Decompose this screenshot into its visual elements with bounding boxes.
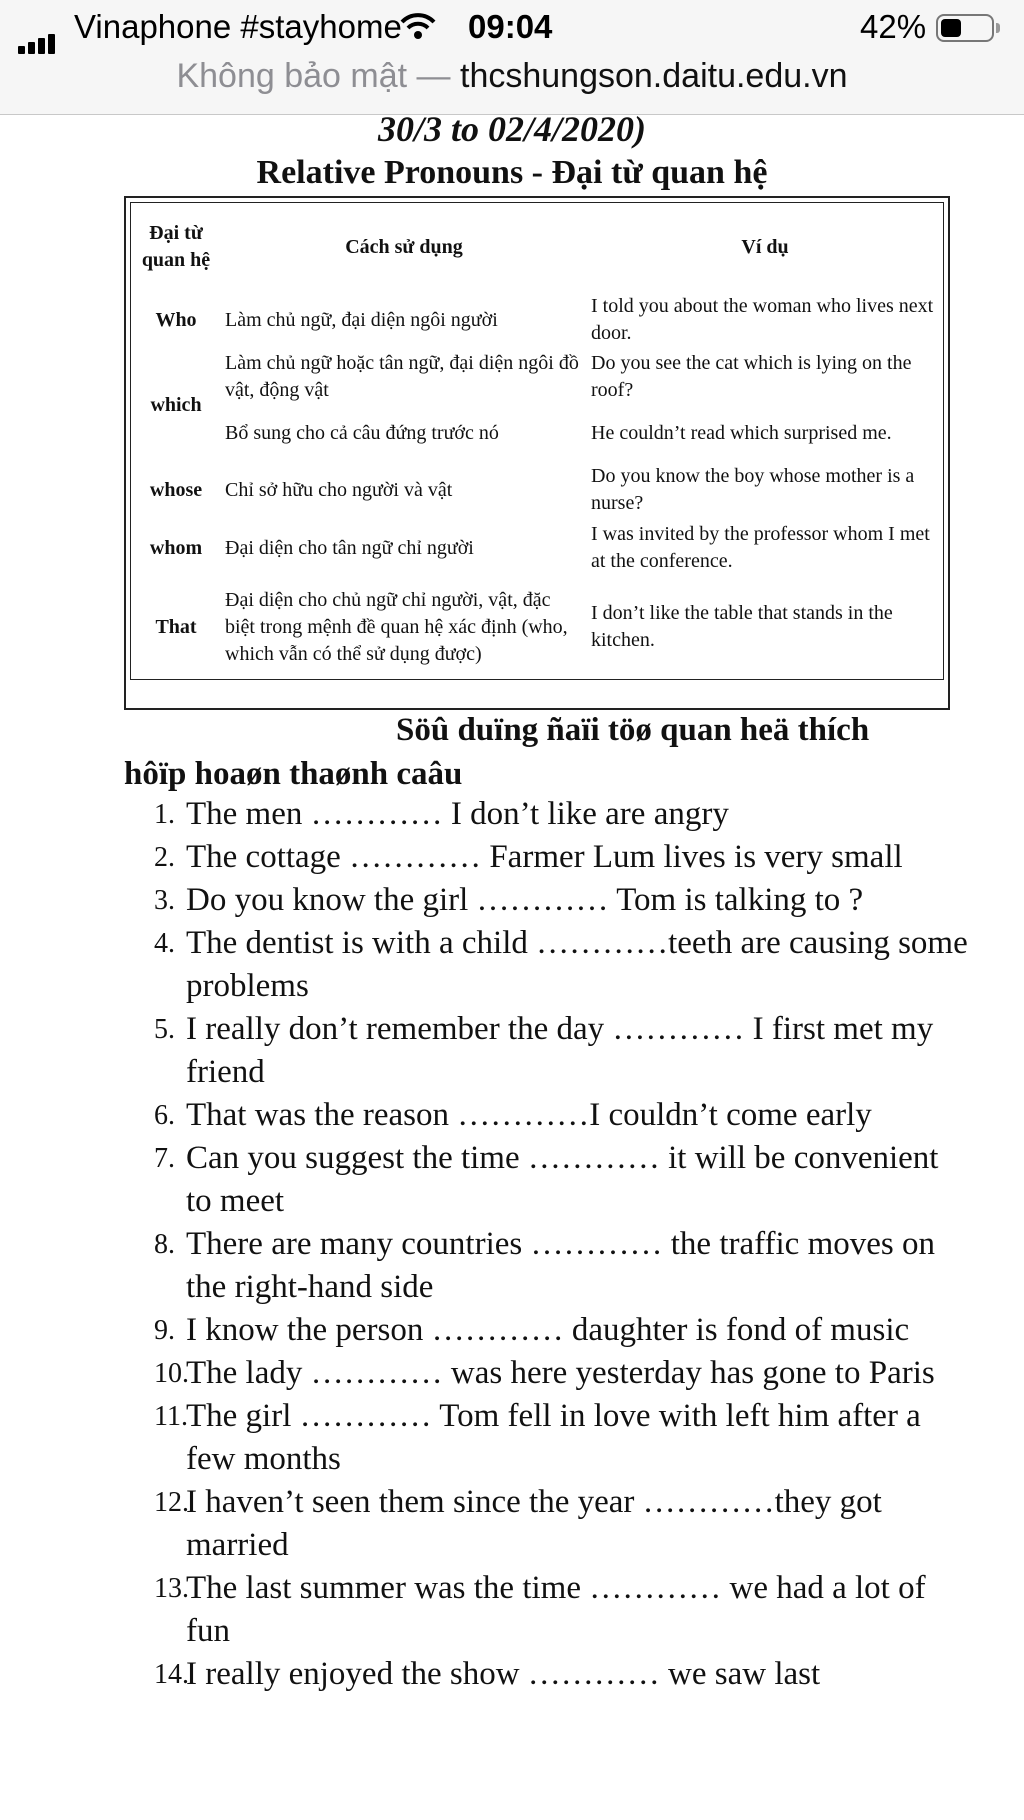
exercise-text: The dentist is with a child …………teeth are causing some problems (186, 925, 968, 1004)
exercise-item (140, 836, 970, 879)
example-cell: He couldn’t read which surprised me. (591, 421, 892, 444)
battery-percent: 42% (860, 8, 927, 45)
usage-cell: Bổ sung cho cả câu đứng trước nó (225, 421, 499, 444)
exercise-text: I really don’t remember the day ………… I first met my friend (186, 1011, 934, 1090)
exercise-text: The cottage ………… Farmer Lum lives is very small (186, 839, 903, 875)
exercise-text: I really enjoyed the show ………… we saw last (186, 1656, 821, 1692)
pronoun-table-box (130, 202, 944, 680)
table-row (131, 461, 943, 519)
table-row (131, 291, 943, 349)
exercise-number: 1. (154, 799, 175, 830)
exercise-number: 11. (154, 1401, 188, 1432)
exercise-item (140, 1395, 970, 1481)
table-row (131, 405, 943, 461)
header-pronoun: Đại từ quan hệ (141, 222, 211, 271)
example-cell: I was invited by the professor whom I met at the conference. (591, 523, 930, 572)
battery-icon (936, 14, 994, 42)
exercise-number: 4. (154, 928, 175, 959)
exercise-heading-line2: hôïp hoaøn thaønh caâu (124, 756, 463, 792)
table-row (131, 577, 943, 677)
exercise-number: 12. (154, 1487, 189, 1518)
exercise-item (140, 1352, 970, 1395)
exercise-list (140, 793, 970, 1696)
exercise-text: I haven’t seen them since the year …………they got married (186, 1484, 882, 1563)
exercise-item (140, 793, 970, 836)
date-line: 30/3 to 02/4/2020) (378, 109, 646, 149)
header-usage: Cách sử dụng (345, 235, 463, 258)
exercise-number: 7. (154, 1143, 175, 1174)
header-example: Ví dụ (741, 235, 789, 258)
table-row (131, 349, 943, 405)
battery-tip (996, 23, 1000, 33)
pronoun-cell: whom (149, 536, 203, 559)
cellular-signal-icon (18, 16, 58, 54)
exercise-item (140, 1567, 970, 1653)
pronoun-cell: whose (149, 478, 203, 501)
pronoun-table (131, 203, 943, 677)
table-row (131, 519, 943, 577)
usage-cell: Làm chủ ngữ hoặc tân ngữ, đại diện ngôi đồ vật, động vật (225, 352, 579, 401)
url-separator: — (416, 57, 451, 95)
example-cell: Do you see the cat which is lying on the roof? (591, 352, 912, 401)
exercise-item (140, 1653, 970, 1696)
exercise-text: The girl ………… Tom fell in love with left him after a few months (186, 1398, 921, 1477)
exercise-text: I know the person ………… daughter is fond of music (186, 1312, 910, 1348)
exercise-text: That was the reason …………I couldn’t come early (186, 1097, 872, 1133)
exercise-number: 9. (154, 1315, 175, 1346)
exercise-item (140, 1481, 970, 1567)
page-title: Relative Pronouns - Đại từ quan hệ (256, 154, 768, 191)
clock: 09:04 (468, 8, 553, 45)
pronoun-cell: That (155, 615, 197, 638)
status-bar (0, 0, 1024, 56)
pronoun-cell: Who (155, 308, 197, 331)
exercise-number: 5. (154, 1014, 175, 1045)
usage-cell: Đại diện cho chủ ngữ chỉ người, vật, đặc biệt trong mệnh đề quan hệ xác định (who, which vẫn có thể sử dụng được) (225, 588, 568, 665)
carrier-label: Vinaphone #stayhome (74, 8, 402, 45)
exercise-item (140, 1008, 970, 1094)
exercise-number: 13. (154, 1573, 189, 1604)
exercise-text: Do you know the girl ………… Tom is talking to ? (186, 882, 864, 918)
exercise-text: The men ………… I don’t like are angry (186, 796, 729, 832)
exercise-item (140, 922, 970, 1008)
table-header-row (131, 203, 943, 291)
exercise-item (140, 1094, 970, 1137)
url-domain[interactable]: thcshungson.daitu.edu.vn (460, 57, 848, 95)
security-label: Không bảo mật (176, 57, 408, 95)
wifi-icon (400, 10, 436, 48)
exercise-item (140, 1137, 970, 1223)
exercise-text: The last summer was the time ………… we had a lot of fun (186, 1570, 926, 1649)
exercise-number: 8. (154, 1229, 175, 1260)
exercise-number: 10. (154, 1358, 189, 1389)
exercise-number: 6. (154, 1100, 175, 1131)
example-cell: Do you know the boy whose mother is a nurse? (591, 465, 915, 514)
exercise-text: There are many countries ………… the traffic moves on the right-hand side (186, 1226, 935, 1305)
usage-cell: Làm chủ ngữ, đại diện ngôi người (225, 308, 498, 331)
exercise-number: 2. (154, 842, 175, 873)
address-bar[interactable] (0, 56, 1024, 115)
exercise-text: Can you suggest the time ………… it will be convenient to meet (186, 1140, 939, 1219)
exercise-number: 14. (154, 1659, 189, 1690)
example-cell: I don’t like the table that stands in the kitchen. (591, 602, 893, 651)
battery-level (941, 19, 961, 37)
pronoun-table-frame (124, 196, 950, 710)
usage-cell: Chỉ sở hữu cho người và vật (225, 478, 453, 501)
pronoun-cell: which (150, 393, 202, 416)
exercise-number: 3. (154, 885, 175, 916)
example-cell: I told you about the woman who lives next door. (591, 295, 934, 344)
exercise-item (140, 1223, 970, 1309)
usage-cell: Đại diện cho tân ngữ chỉ người (225, 536, 474, 559)
exercise-heading-line1: Söû duïng ñaïi töø quan heä thích (396, 712, 870, 748)
exercise-text: The lady ………… was here yesterday has gone to Paris (186, 1355, 935, 1391)
exercise-item (140, 879, 970, 922)
exercise-item (140, 1309, 970, 1352)
